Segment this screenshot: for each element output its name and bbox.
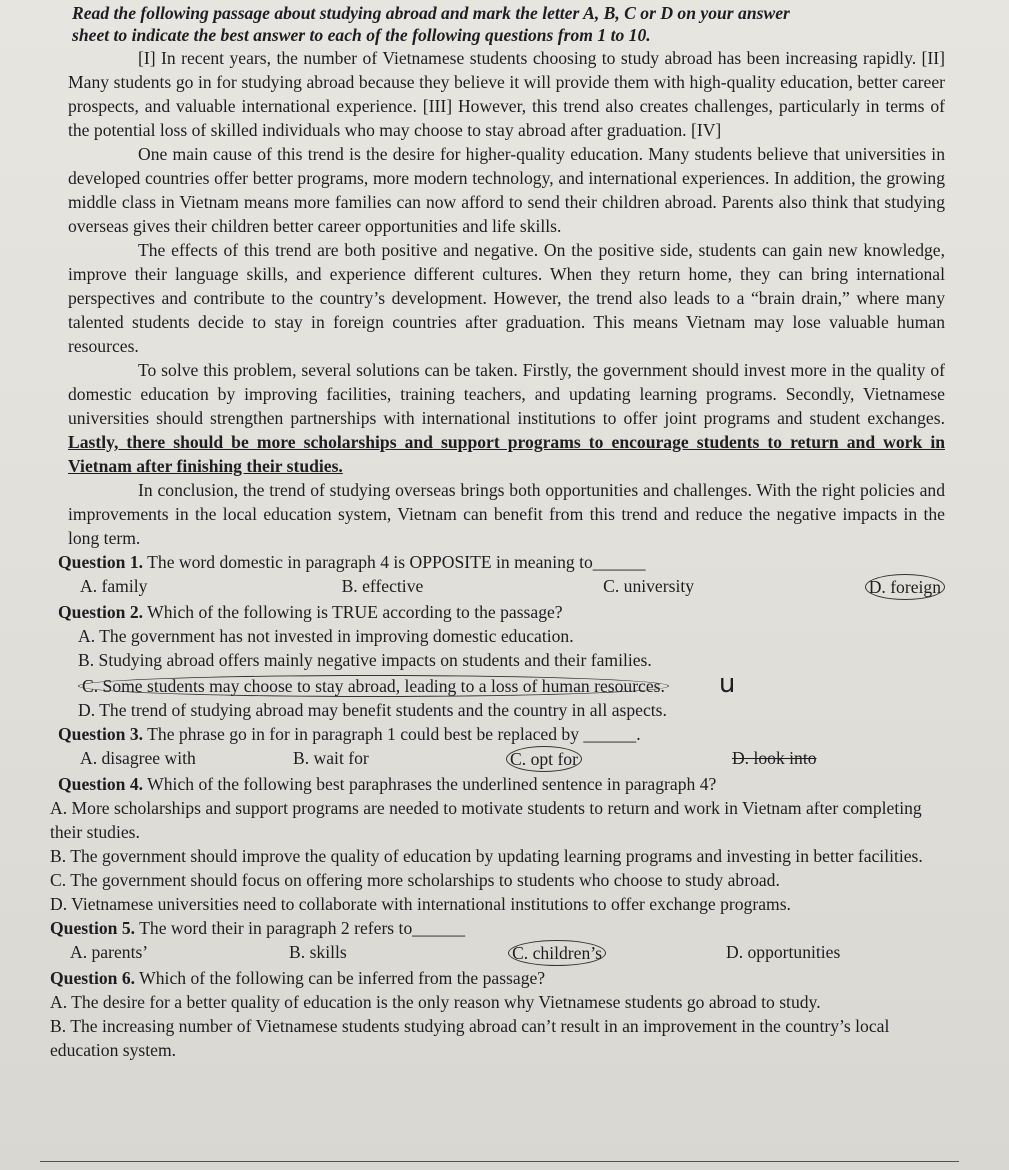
q5-option-d[interactable]: D. opportunities bbox=[725, 942, 841, 962]
q4-option-b[interactable]: B. The government should improve the quality of education by updating learning programs and investing in better facilities. bbox=[50, 846, 923, 866]
passage-paragraph-5: In conclusion, the trend of studying overseas brings both opportunities and challenges. With the right policies and improvements in the local education system, Vietnam can benefit from this trend and reduce the negative impacts in the long term. bbox=[68, 480, 945, 548]
q6-option-b[interactable]: B. The increasing number of Vietnamese students studying abroad can’t result in an improvement in the country’s local education system. bbox=[50, 1016, 890, 1060]
q5-option-a[interactable]: A. parents’ bbox=[70, 942, 149, 962]
q5-option-b[interactable]: B. skills bbox=[289, 942, 347, 962]
passage-paragraph-4: To solve this problem, several solutions can be taken. Firstly, the government should invest more in the quality of domestic education by improving facilities, training teachers, and updating learning programs. Secondly, Vietnamese universities should strengthen partnerships with international institutions to offer joint programs and student exchanges. Lastly, there should be more scholarships and support programs to encourage students to return and work in Vietnam after finishing their studies. bbox=[68, 360, 945, 476]
question-3: Question 3. The phrase go in for in paragraph 1 could best be replaced by ______. bbox=[58, 724, 641, 744]
q4-option-d[interactable]: D. Vietnamese universities need to collaborate with international institutions to offer exchange programs. bbox=[50, 894, 791, 914]
question-6: Question 6. Which of the following can be inferred from the passage? bbox=[50, 968, 546, 988]
underlined-sentence: Lastly, there should be more scholarships and support programs to encourage students to return and work in Vietnam after finishing their studies. bbox=[68, 432, 945, 476]
question-2: Question 2. Which of the following is TRUE according to the passage? bbox=[58, 602, 563, 622]
passage-paragraph-3: The effects of this trend are both positive and negative. On the positive side, students can gain new knowledge, improve their language skills, and experience different cultures. When they return home, they can bring international perspectives and contribute to the country’s development. However, the trend also leads to a “brain drain,” where many talented students decide to stay in foreign countries after graduation. This means Vietnam may lose valuable human resources. bbox=[68, 240, 945, 356]
q5-option-c[interactable]: C. children’s bbox=[508, 940, 606, 966]
q2-option-b[interactable]: B. Studying abroad offers mainly negative impacts on students and their families. bbox=[78, 650, 652, 670]
q2-option-a[interactable]: A. The government has not invested in improving domestic education. bbox=[78, 626, 574, 646]
q1-option-c[interactable]: C. university bbox=[603, 576, 695, 596]
q1-option-b[interactable]: B. effective bbox=[341, 576, 424, 596]
q2-option-c[interactable]: C. Some students may choose to stay abroad, leading to a loss of human resources. u bbox=[50, 672, 945, 698]
instructions bbox=[50, 0, 945, 46]
instructions-line1: Read the following passage about studying abroad and mark the letter A, B, C or D on your answer bbox=[72, 3, 790, 23]
q3-option-d[interactable]: D. look into bbox=[731, 748, 817, 768]
instructions-line2: sheet to indicate the best answer to each of the following questions from 1 to 10. bbox=[72, 25, 651, 45]
passage-paragraph-2: One main cause of this trend is the desire for higher-quality education. Many students believe that universities in developed countries offer better programs, more modern technology, and international experiences. In addition, the growing middle class in Vietnam means more families can now afford to send their children abroad. Parents also think that studying overseas gives their children better career opportunities and life skills. bbox=[68, 144, 945, 236]
q3-option-c[interactable]: C. opt for bbox=[506, 746, 582, 772]
question-5-options bbox=[50, 940, 945, 966]
question-1: Question 1. The word domestic in paragraph 4 is OPPOSITE in meaning to______ bbox=[58, 552, 646, 572]
handwritten-mark: u bbox=[718, 669, 736, 699]
q4-option-a[interactable]: A. More scholarships and support programs are needed to motivate students to return and work in Vietnam after completing their studies. bbox=[50, 798, 922, 842]
question-1-options bbox=[50, 574, 945, 600]
question-3-options bbox=[50, 746, 945, 772]
q6-option-a[interactable]: A. The desire for a better quality of education is the only reason why Vietnamese students go abroad to study. bbox=[50, 992, 821, 1012]
question-4: Question 4. Which of the following best paraphrases the underlined sentence in paragraph 4? bbox=[58, 774, 717, 794]
q1-option-a[interactable]: A. family bbox=[80, 576, 148, 596]
question-5: Question 5. The word their in paragraph 2 refers to______ bbox=[50, 918, 466, 938]
q4-option-c[interactable]: C. The government should focus on offering more scholarships to students who choose to study abroad. bbox=[50, 870, 780, 890]
passage-paragraph-1: [I] In recent years, the number of Vietnamese students choosing to study abroad has been increasing rapidly. [II] Many students go in for studying abroad because they believe it will provide them with high-quality education, better career prospects, and valuable international experience. [III] However, this trend also creates challenges, particularly in terms of the potential loss of skilled individuals who may choose to stay abroad after graduation. [IV] bbox=[68, 48, 945, 140]
q1-option-d[interactable]: D. foreign bbox=[865, 574, 945, 600]
q3-option-a[interactable]: A. disagree with bbox=[80, 748, 196, 768]
q2-option-d[interactable]: D. The trend of studying abroad may benefit students and the country in all aspects. bbox=[78, 700, 667, 720]
q3-option-b[interactable]: B. wait for bbox=[293, 748, 369, 768]
page-bottom-rule bbox=[40, 1161, 959, 1162]
